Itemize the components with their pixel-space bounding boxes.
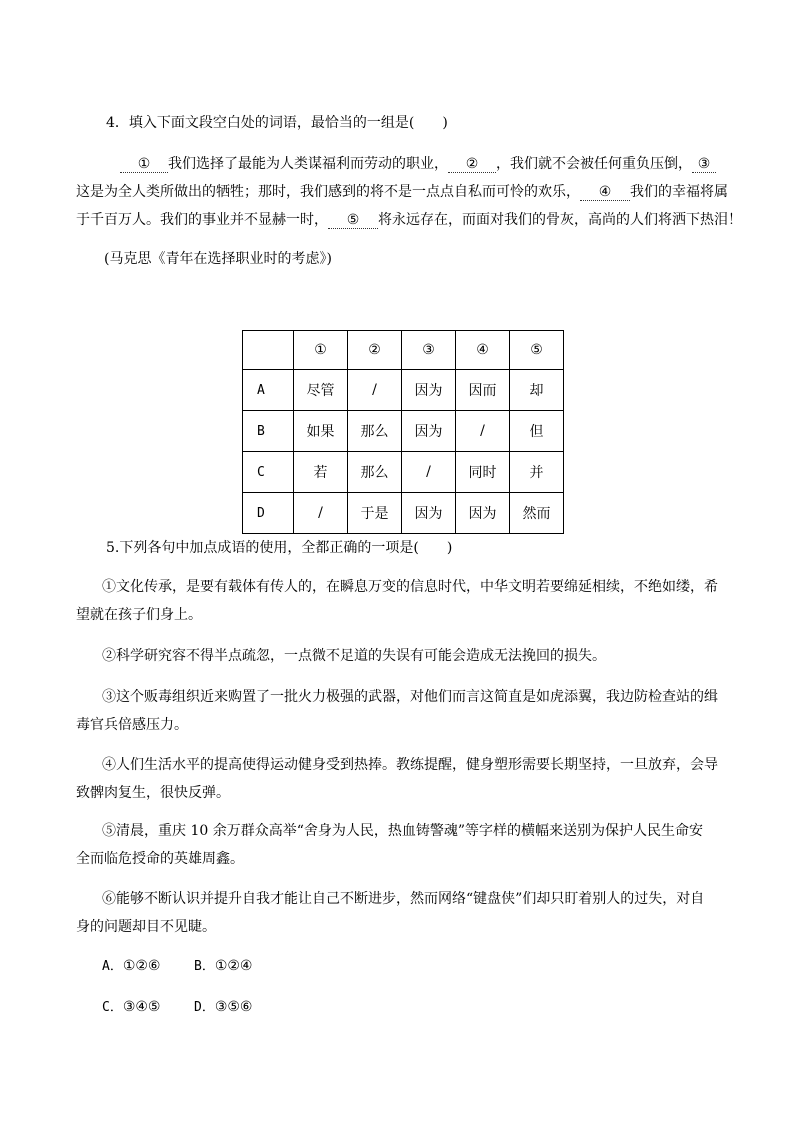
table-cell: 尽管 (294, 370, 348, 411)
table-cell: / (348, 370, 402, 411)
table-cell: 因为 (402, 493, 456, 534)
answer-options-row-1 (102, 956, 286, 977)
table-cell: 并 (510, 452, 564, 493)
row-label: C (243, 452, 294, 493)
item-line: 望就在孩子们身上。 (76, 607, 202, 623)
item-line: ①文化传承，是要有载体有传人的，在瞬息万变的信息时代，中华文明若要绵延相续，不绝如缕，希 (102, 579, 718, 595)
passage-text: 我们的幸福将属 (630, 184, 728, 200)
option-value: ③④⑤ (122, 999, 161, 1015)
row-label: B (243, 411, 294, 452)
table-cell: / (294, 493, 348, 534)
option-letter: D． (194, 1000, 215, 1015)
q4-passage-line-1 (120, 154, 716, 174)
q5-item-6 (76, 885, 720, 941)
table-header-cell: ④ (456, 331, 510, 370)
q5-item-2 (76, 642, 720, 670)
option-letter: B． (194, 959, 215, 974)
table-header-cell: ⑤ (510, 331, 564, 370)
passage-text: 于千百万人。我们的事业并不显赫一时， (76, 212, 328, 228)
option-letter: A． (102, 959, 123, 974)
table-cell: 那么 (348, 411, 402, 452)
blank-5: ⑤ (328, 212, 378, 229)
answer-options-row-2 (102, 997, 286, 1018)
blank-1: ① (120, 156, 168, 173)
item-line: 毒官兵倍感压力。 (76, 717, 188, 733)
table-cell: / (402, 452, 456, 493)
option-letter: C． (102, 1000, 123, 1015)
answer-option-d[interactable] (194, 997, 286, 1018)
passage-source: (马克思《青年在选择职业时的考虑》) (104, 251, 332, 267)
table-header-cell: ③ (402, 331, 456, 370)
options-table (242, 330, 564, 534)
option-value: ①②④ (214, 958, 253, 974)
table-cell: 因而 (456, 370, 510, 411)
table-cell: 同时 (456, 452, 510, 493)
table-cell: 于是 (348, 493, 402, 534)
table-cell: 因为 (402, 370, 456, 411)
table-row (243, 493, 564, 534)
table-cell: 却 (510, 370, 564, 411)
table-cell: / (456, 411, 510, 452)
table-cell: 因为 (402, 411, 456, 452)
table-cell (243, 331, 294, 370)
table-header-row (243, 331, 564, 370)
q5-item-1 (76, 573, 720, 629)
table-header-cell: ② (348, 331, 402, 370)
blank-3: ③ (692, 156, 716, 173)
option-value: ①②⑥ (122, 958, 161, 974)
item-line: 身的问题却目不见睫。 (76, 919, 216, 935)
question-5-title: 5.下列各句中加点成语的使用，全都正确的一项是( ) (106, 540, 453, 556)
passage-text: 我们选择了最能为人类谋福利而劳动的职业， (168, 156, 448, 172)
row-label: A (243, 370, 294, 411)
table-header-cell: ① (294, 331, 348, 370)
table-cell: 因为 (456, 493, 510, 534)
passage-text: 这是为全人类所做出的牺牲；那时，我们感到的将不是一点点自私而可怜的欢乐， (76, 184, 580, 200)
passage-text: 将永远存在，而面对我们的骨灰，高尚的人们将洒下热泪！ (378, 212, 742, 228)
table-row (243, 452, 564, 493)
passage-text: ，我们就不会被任何重负压倒， (496, 156, 692, 172)
q5-item-3 (76, 683, 720, 739)
item-line: ③这个贩毒组织近来购置了一批火力极强的武器，对他们而言这简直是如虎添翼，我边防检查站的缉 (102, 689, 718, 705)
q5-item-5 (76, 817, 720, 873)
table-cell: 若 (294, 452, 348, 493)
item-line: 全而临危授命的英雄周鑫。 (76, 851, 244, 867)
table-row (243, 411, 564, 452)
item-line: ⑤清晨，重庆 10 余万群众高举“舍身为人民，热血铸警魂”等字样的横幅来送别为保护人民生命安 (102, 823, 704, 839)
blank-4: ④ (580, 184, 630, 201)
q5-item-4 (76, 751, 720, 807)
table-row (243, 370, 564, 411)
table-cell: 但 (510, 411, 564, 452)
item-line: ⑥能够不断认识并提升自我才能让自己不断进步，然而网络“键盘侠”们却只盯着别人的过失，对自 (102, 891, 705, 907)
table-cell: 然而 (510, 493, 564, 534)
table-cell: 那么 (348, 452, 402, 493)
option-value: ③⑤⑥ (214, 999, 253, 1015)
answer-option-c[interactable] (102, 997, 194, 1018)
item-line: ④人们生活水平的提高使得运动健身受到热捧。教练提醒，健身塑形需要长期坚持，一旦放弃，会导 (102, 757, 718, 773)
item-line: 致髀肉复生，很快反弹。 (76, 785, 230, 801)
q4-passage-line-3 (76, 210, 742, 230)
question-4-title: 4．填入下面文段空白处的词语，最恰当的一组是( ) (106, 115, 448, 131)
blank-2: ② (448, 156, 496, 173)
answer-option-a[interactable] (102, 956, 194, 977)
row-label: D (243, 493, 294, 534)
q4-passage-line-2 (76, 182, 728, 202)
table-cell: 如果 (294, 411, 348, 452)
item-line: ②科学研究容不得半点疏忽，一点微不足道的失误有可能会造成无法挽回的损失。 (102, 648, 606, 664)
answer-option-b[interactable] (194, 956, 286, 977)
